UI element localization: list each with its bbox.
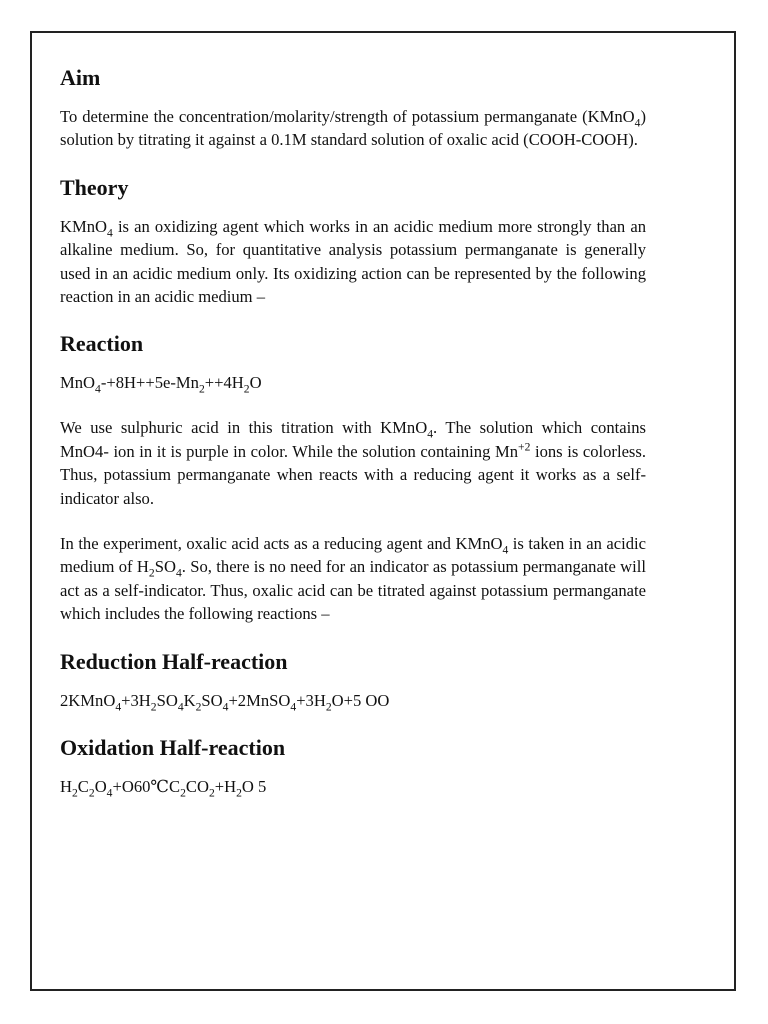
oxidation-equation: $H_2C_2O_4+O60℃C_2CO_2+H_2O$ 5 — [60, 776, 267, 799]
reduction-heading: Reduction Half-reaction — [60, 648, 288, 674]
sulphuric-acid-paragraph: We use sulphuric acid in this titration with KMnO$_4$. The solution which contains MnO4- ion in it is purple in color. While the solution containing $Mn^{+2}$ ions is colorless. Thus, potassium permanganate when reacts with a reducing agent it works as a self-indicator also. — [60, 418, 646, 508]
reaction-heading: Reaction — [60, 331, 144, 357]
aim-heading: Aim — [60, 65, 101, 90]
theory-heading: Theory — [60, 174, 129, 200]
oxidation-heading: Oxidation Half-reaction — [60, 734, 286, 760]
theory-paragraph: KMnO$_4$ is an oxidizing agent which works in an acidic medium more strongly than an alkaline medium. So, for quantitative analysis potassium permanganate is generally used in an acidic medium only. Its oxidizing action can be represented by the following reaction in an acidic medium – — [60, 216, 646, 307]
reaction-equation: $MnO_4-+8H++5e-Mn_2++4H_2O$ — [60, 373, 262, 396]
aim-paragraph: To determine the concentration/molarity/strength of potassium permanganate (KMnO$_4$) solution by titrating it against a 0.1M standard solution of oxalic acid (COOH-COOH). — [60, 107, 646, 150]
experiment-paragraph: In the experiment, oxalic acid acts as a reducing agent and KMnO$_4$ is taken in an acidic medium of $H_2SO_4$. So, there is no need for an indicator as potassium permanganate will act as a self-indicator. Thus, oxalic acid can be titrated against potassium permanganate which includes the following reactions – — [60, 534, 646, 624]
document-body — [60, 64, 646, 798]
reduction-equation: $2KMnO_4+3H_2SO_4K_2SO_4+2MnSO_4+3H_2O+5$ OO — [60, 690, 390, 713]
